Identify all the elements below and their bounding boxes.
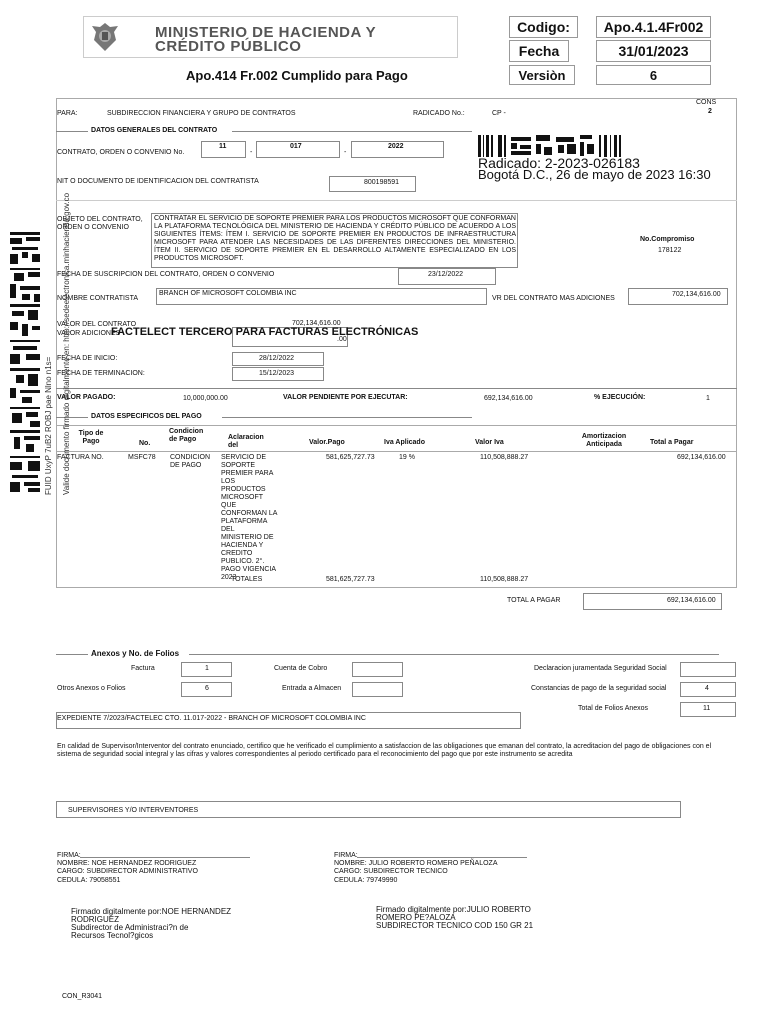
totales-label: TOTALES [231,576,263,583]
col-iva-aplicado: Iva Aplicado [384,439,425,446]
specific-divider-left [56,417,88,418]
signer-1-digital-line3: Subdirector de Administraci?n de [71,923,189,932]
cons-value: 2 [708,108,712,115]
col-no: No. [139,440,151,447]
compromiso-value: 178122 [658,247,682,254]
expediente-text: EXPEDIENTE 7/2023/FACTELEC CTO. 11.017-2022 - BRANCH OF MICROSOFT COLOMBIA INC [57,715,366,722]
general-section-title: DATOS GENERALES DEL CONTRATO [91,127,218,134]
row-valor-pago: 581,625,727.73 [326,454,375,461]
constancias-value: 4 [705,685,709,692]
cuenta-label: Cuenta de Cobro [274,665,328,672]
total-pagar-value: 692,134,616.00 [667,597,716,604]
signer-1-digital-line4: Recursos Tecnol?gicos [71,931,154,940]
objeto-label-1: OBJETO DEL CONTRATO, [57,216,143,223]
otros-label: Otros Anexos o Folios [57,685,126,692]
col-tipo: Tipo de Pago [78,430,104,445]
row-tipo: FACTURA NO. [57,454,104,461]
col-amortizacion: Amortizacion Anticipada [581,433,627,448]
terminacion-value: 15/12/2023 [259,370,295,377]
codigo-label: Codigo: [509,16,578,38]
signer-2-cargo: CARGO: SUBDIRECTOR TECNICO [334,868,448,875]
signer-1-line [80,857,250,858]
specific-section-title: DATOS ESPECIFICOS DEL PAGO [91,413,202,420]
certification-text: En calidad de Supervisor/Interventor del contrato enunciado, certifico que he verificado el cumplimiento a satisfaccion de las obligaciones que emanan del contrato, la acreditacion del pago de obligaciones con el sistema de seguridad social integral y las cifras y valores correspondientes al periodo certificado para el reconocimiento del pago que por este instrumento se acredita [57,743,712,758]
col-valor-pago: Valor.Pago [309,439,345,446]
vr-adiciones-label: VR DEL CONTRATO MAS ADICIONES [492,295,615,302]
radicado-stamp-line2: Bogotá D.C., 26 de mayo de 2023 16:30 [478,167,711,182]
valor-adiciones-label: VALOR ADICIONES [57,330,121,337]
inicio-label: FECHA DE INICIO: [57,355,118,362]
pagado-value: 10,000,000.00 [183,395,228,402]
otros-value: 6 [205,685,209,692]
codigo-value: Apo.4.1.4Fr002 [596,16,711,38]
valor-contrato-label: VALOR DEL CONTRATO [57,321,137,328]
general-divider-right [232,131,472,132]
signer-2-nombre: NOMBRE: JULIO ROBERTO ROMERO PEÑALOZA [334,860,498,867]
contrato-number-b-text: 017 [290,143,302,150]
cons-label: CONS [696,99,717,106]
signer-1-nombre: NOMBRE: NOE HERNANDEZ RODRIGUEZ [57,860,197,867]
radicado-label: RADICADO No.: [413,110,465,117]
fecha-label: Fecha [509,40,569,62]
para-label: PARA: [57,110,78,117]
suscripcion-value: 23/12/2022 [428,271,464,278]
entrada-label: Entrada a Almacen [282,685,342,692]
radicado-stamp-line1: Radicado: 2-2023-026183 [478,155,640,171]
totales-iva: 110,508,888.27 [480,576,529,583]
signer-1-digital-line1: Firmado digitalmente por:NOE HERNANDEZ [71,907,232,916]
ministry-title-line1: MINISTERIO DE HACIENDA Y [155,24,377,41]
version-label: Versiòn [509,65,575,85]
signer-2-digital-signature [376,906,533,930]
col-total: Total a Pagar [650,439,694,446]
side-hash-text: FUID UxyP 7uB2 ROBJ pae Nlno n1s= [44,356,53,495]
coat-of-arms-icon [88,20,122,59]
signer-1-digital-line2: RODRIGUEZ [71,915,119,924]
total-folios-value: 11 [703,705,711,712]
terminacion-label: FECHA DE TERMINACION: [57,370,145,377]
objeto-label-2: ORDEN O CONVENIO [57,224,129,231]
entrada-box [352,682,403,697]
anexos-divider-right [189,654,719,655]
para-value: SUBDIRECCION FINANCIERA Y GRUPO DE CONTRATOS [107,110,296,117]
signer-1-firma: FIRMA: [57,852,81,859]
form-title: Apo.414 Fr.002 Cumplido para Pago [186,68,408,83]
signer-1-cargo: CARGO: SUBDIRECTOR ADMINISTRATIVO [57,868,198,875]
anexos-section-title: Anexos y No. de Folios [91,649,180,658]
anexos-divider-left [56,654,88,655]
compromiso-label: No.Compromiso [640,236,695,243]
factura-label: Factura [131,665,155,672]
general-divider-left [56,131,88,132]
row-condicion: CONDICION DE PAGO [170,454,211,469]
row-iva-aplicado: 19 % [399,454,415,461]
row-aclaracion: SERVICIO DE SOPORTE PREMIER PARA LOS PRODUCTOS MICROSOFT QUE CONFORMAN LA PLATAFORMA DEL MINISTERIO DE HACIENDA Y CREDITO PUBLICO. 2°. PAGO VIGENCIA 2023 [221,454,278,581]
contrato-dash-2: - [344,149,347,156]
objeto-text: CONTRATAR EL SERVICIO DE SOPORTE PREMIER PARA LOS PRODUCTOS MICROSOFT QUE CONFORMAN LA PLATAFORMA TECNOLÓGICA DEL MINISTERIO DE HACIENDA Y CRÉDITO PÚBLICO DE ACUERDO A LOS SIGUIENTES ÍTEMS: ÍTEM I. SERVICIO DE SOPORTE PREMIER EN PRODUCTOS DE INFRAESTRUCTURA MICROSOFT PARA ATENDER LAS NECESIDADES DE LAS DIFERENTES DIRECCIONES DEL MINISTERIO. ÍTEM II. SERVICIO DE SOPORTE PREMIER EN EL DESARROLLO ALTAMENTE ESPECIALIZADO EN LOS PRODUCTOS MICROSOFT. [154,215,516,262]
pagado-divider [56,388,737,389]
nit-label: NIT O DOCUMENTO DE IDENTIFICACION DEL CONTRATISTA [57,178,259,185]
pendiente-value: 692,134,616.00 [484,395,533,402]
pagado-label: VALOR PAGADO: [57,394,116,401]
col-valor-iva: Valor Iva [475,439,504,446]
col-condicion: Condicion de Pago [169,428,204,443]
verification-qr-code [10,232,40,492]
signer-2-firma: FIRMA: [334,852,358,859]
signer-2-digital-line2: ROMERO PE?ALOZA [376,913,456,922]
pendiente-label: VALOR PENDIENTE POR EJECUTAR: [283,394,408,401]
contrato-label: CONTRATO, ORDEN O CONVENIO No. [57,149,185,156]
row-total: 692,134,616.00 [677,454,726,461]
signer-1-cedula: CEDULA: 79058551 [57,877,121,884]
ejecucion-value: 1 [706,395,710,402]
nit-value: 800198591 [364,179,400,186]
total-pagar-label: TOTAL A PAGAR [507,597,561,604]
inicio-value: 28/12/2022 [259,355,295,362]
signer-2-digital-line3: SUBDIRECTOR TECNICO COD 150 GR 21 [376,921,534,930]
cuenta-box [352,662,403,677]
totales-valor: 581,625,727.73 [326,576,375,583]
col-aclaracion: Aclaracion del [228,434,264,449]
factura-value: 1 [205,665,209,672]
radicado-barcode [478,135,622,157]
footer-code: CON_R3041 [62,993,103,1000]
declaracion-label: Declaracion juramentada Seguridad Social [534,665,667,672]
fecha-value: 31/01/2023 [596,40,711,62]
constancias-label: Constancias de pago de la seguridad social [531,685,667,692]
signer-2-digital-line1: Firmado digitalmente por:JULIO ROBERTO [376,905,531,914]
nombre-label: NOMBRE CONTRATISTA [57,295,139,302]
specific-divider-right [222,417,472,418]
contrato-number-c-text: 2022 [388,143,404,150]
row-no: MSFC78 [128,454,156,461]
supervisors-label: SUPERVISORES Y/O INTERVENTORES [68,807,199,814]
factelect-label: FACTELECT TERCERO PARA FACTURAS ELECTRÓNICAS [111,326,419,338]
total-folios-label: Total de Folios Anexos [578,705,649,712]
signer-1-digital-signature [71,908,231,940]
row-valor-iva: 110,508,888.27 [480,454,529,461]
declaracion-box [680,662,736,677]
suscripcion-label: FECHA DE SUSCRIPCION DEL CONTRATO, ORDEN O CONVENIO [57,271,275,278]
ejecucion-label: % EJECUCIÓN: [594,394,646,401]
signer-2-line [357,857,527,858]
nombre-value: BRANCH OF MICROSOFT COLOMBIA INC [159,290,297,297]
version-value: 6 [596,65,711,85]
vr-adiciones-value: 702,134,616.00 [672,291,721,298]
ministry-title-line2: CRÉDITO PÚBLICO [155,38,302,55]
side-verification-text: Valide documento firmado digitalmente en: http://sedeelectronica.minhacienda.gov.co [62,192,71,495]
signer-2-cedula: CEDULA: 79749990 [334,877,398,884]
valor-adiciones-value: .00 [337,336,347,343]
general-divider-2 [56,200,737,201]
contrato-number-a-text: 11 [219,143,227,150]
valor-contrato-value: 702,134,616.00 [292,320,341,327]
radicado-value: CP - [492,110,506,117]
contrato-dash-1: - [250,149,253,156]
